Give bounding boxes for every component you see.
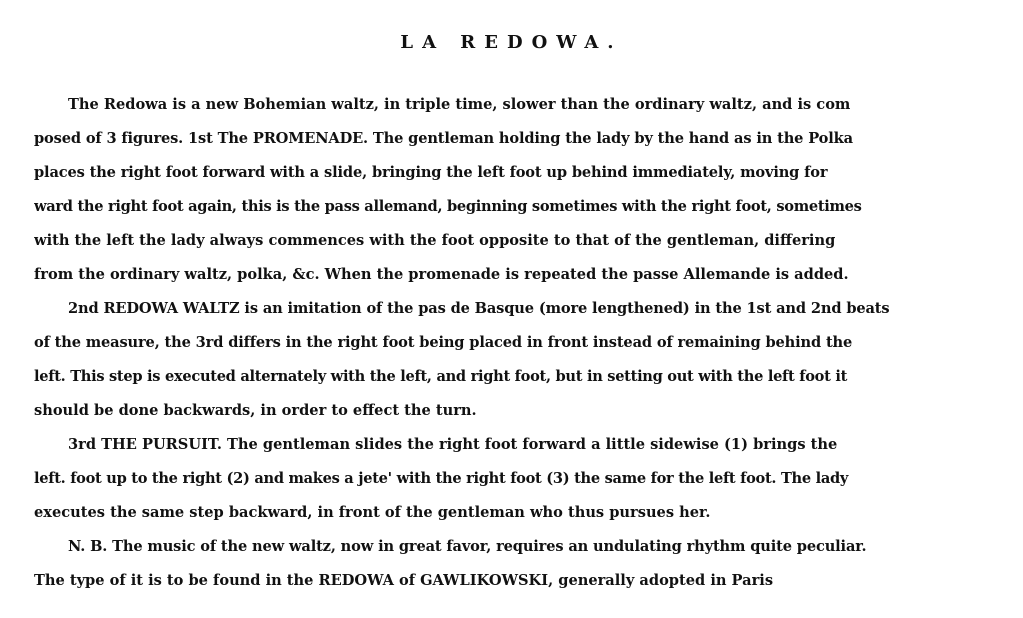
text-line-14: N. B. The music of the new waltz, now in great favor, requires an undulating rhythm quite peculiar. xyxy=(68,538,867,555)
text-line-3: places the right foot forward with a slide, bringing the left foot up behind immediately, moving for xyxy=(34,164,828,181)
text-line-2: posed of 3 figures. 1st The PROMENADE. The gentleman holding the lady by the hand as in the Polka xyxy=(34,130,853,147)
text-line-5: with the left the lady always commences with the foot opposite to that of the gentleman, differing xyxy=(34,232,836,249)
text-line-11: 3rd THE PURSUIT. The gentleman slides the right foot forward a little sidewise (1) brings the xyxy=(68,436,838,453)
text-line-10: should be done backwards, in order to effect the turn. xyxy=(34,402,477,419)
text-line-12: left. foot up to the right (2) and makes a jete' with the right foot (3) the same for the left foot. The lady xyxy=(34,470,849,487)
text-line-4: ward the right foot again, this is the pass allemand, beginning sometimes with the right foot, sometimes xyxy=(34,198,862,215)
document-title: LA REDOWA. xyxy=(400,32,623,53)
text-line-9: left. This step is executed alternately with the left, and right foot, but in setting out with the left foot it xyxy=(34,368,848,385)
text-line-15: The type of it is to be found in the REDOWA of GAWLIKOWSKI, generally adopted in Paris xyxy=(34,572,774,589)
text-line-8: of the measure, the 3rd differs in the right foot being placed in front instead of remaining behind the xyxy=(34,334,853,351)
text-line-1: The Redowa is a new Bohemian waltz, in triple time, slower than the ordinary waltz, and is com xyxy=(68,96,851,113)
text-line-7: 2nd REDOWA WALTZ is an imitation of the pas de Basque (more lengthened) in the 1st and 2nd beats xyxy=(68,300,890,317)
text-line-13: executes the same step backward, in front of the gentleman who thus pursues her. xyxy=(34,504,711,521)
document-body xyxy=(34,88,994,598)
text-line-6: from the ordinary waltz, polka, &c. When the promenade is repeated the passe Allemande is added. xyxy=(34,266,849,283)
